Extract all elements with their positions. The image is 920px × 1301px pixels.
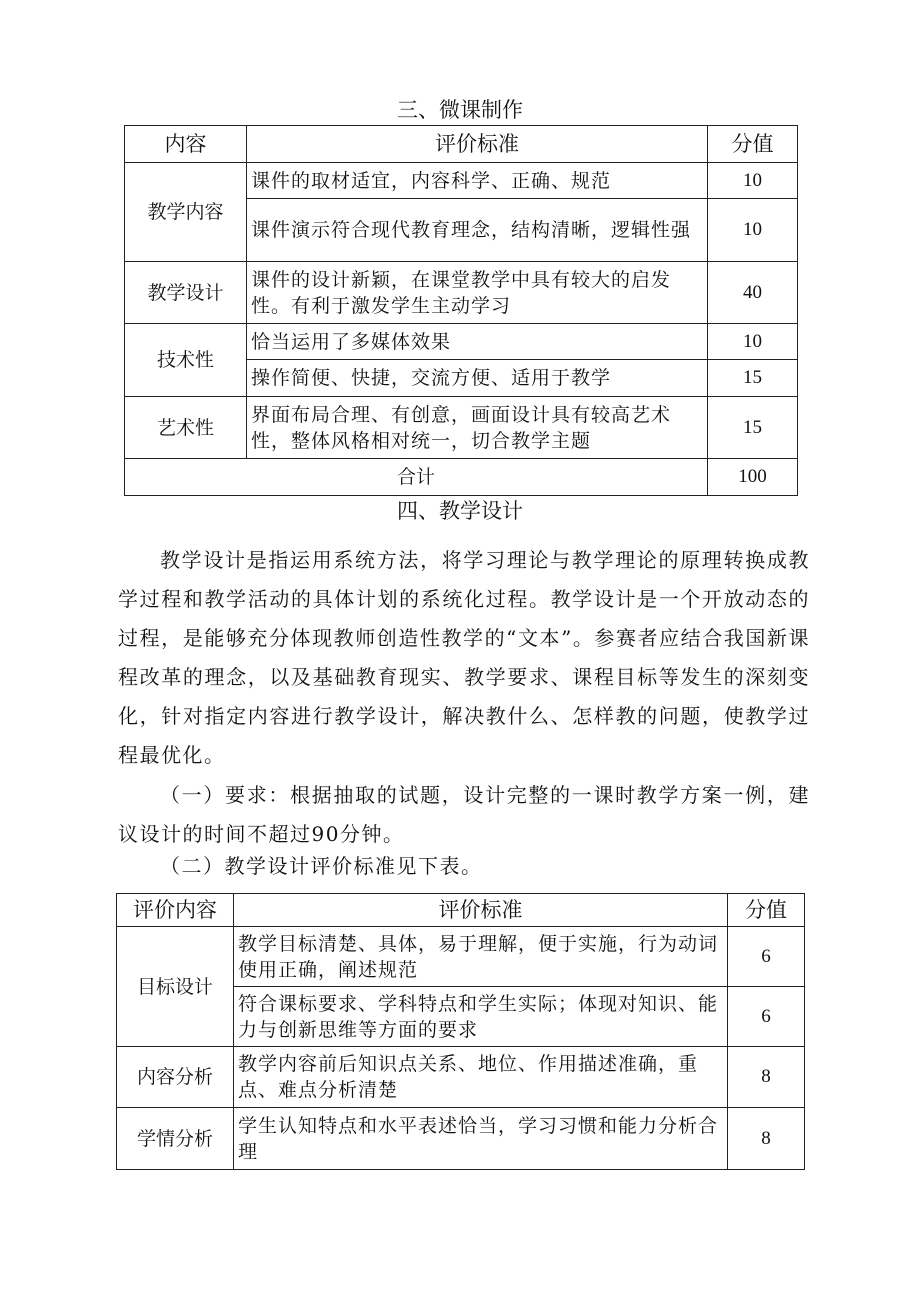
table-header-row	[117, 894, 805, 927]
category-cell: 内容分析	[117, 1047, 234, 1108]
table-row	[117, 927, 805, 987]
category-cell: 目标设计	[117, 927, 234, 1047]
table-row	[125, 324, 798, 360]
score-cell: 10	[708, 199, 798, 262]
table-row	[117, 1108, 805, 1170]
criterion-cell: 界面布局合理、有创意，画面设计具有较高艺术性，整体风格相对统一，切合教学主题	[247, 397, 708, 459]
criterion-cell: 课件的设计新颖，在课堂教学中具有较大的启发性。有利于激发学生主动学习	[247, 262, 708, 324]
score-cell: 6	[728, 987, 805, 1047]
table-row	[125, 163, 798, 199]
criterion-cell: 课件演示符合现代教育理念，结构清晰，逻辑性强	[247, 199, 708, 262]
requirement-paragraph: （一）要求：根据抽取的试题，设计完整的一课时教学方案一例，建议设计的时间不超过90分钟。	[118, 783, 810, 846]
header-criteria: 评价标准	[247, 126, 708, 163]
category-cell: 技术性	[125, 324, 247, 397]
score-cell: 15	[708, 360, 798, 397]
total-score: 100	[708, 459, 798, 496]
category-cell: 学情分析	[117, 1108, 234, 1170]
header-score: 分值	[728, 894, 805, 927]
category-cell: 艺术性	[125, 397, 247, 459]
table-row	[125, 397, 798, 459]
section4-title: 四、教学设计	[397, 499, 523, 523]
criterion-cell: 恰当运用了多媒体效果	[247, 324, 708, 360]
criterion-cell: 操作简便、快捷，交流方便、适用于教学	[247, 360, 708, 397]
total-row	[125, 459, 798, 496]
header-criteria: 评价标准	[234, 894, 728, 927]
criterion-cell: 学生认知特点和水平表述恰当，学习习惯和能力分析合理	[234, 1108, 728, 1170]
table-row	[117, 1047, 805, 1108]
criterion-cell: 课件的取材适宜，内容科学、正确、规范	[247, 163, 708, 199]
score-cell: 15	[708, 397, 798, 459]
score-cell: 8	[728, 1108, 805, 1170]
score-cell: 6	[728, 927, 805, 987]
table-header-row	[125, 126, 798, 163]
header-content: 评价内容	[117, 894, 234, 927]
category-cell: 教学内容	[125, 163, 247, 262]
criteria-note-paragraph: （二）教学设计评价标准见下表。	[160, 854, 483, 878]
intro-paragraph: 教学设计是指运用系统方法，将学习理论与教学理论的原理转换成教学过程和教学活动的具体计划的系统化过程。教学设计是一个开放动态的过程，是能够充分体现教师创造性教学的“文本”。参赛者应结合我国新课程改革的理念，以及基础教育现实、教学要求、课程目标等发生的深刻变化，针对指定内容进行教学设计，解决教什么、怎样教的问题，使教学过程最优化。	[118, 548, 810, 767]
score-cell: 8	[728, 1047, 805, 1108]
score-cell: 10	[708, 324, 798, 360]
teaching-design-table	[116, 893, 805, 1170]
header-score: 分值	[708, 126, 798, 163]
total-label: 合计	[125, 459, 708, 496]
table-row	[125, 262, 798, 324]
header-content: 内容	[125, 126, 247, 163]
criterion-cell: 教学目标清楚、具体，易于理解，便于实施，行为动词使用正确，阐述规范	[234, 927, 728, 987]
section3-title: 三、微课制作	[397, 98, 523, 122]
score-cell: 40	[708, 262, 798, 324]
score-cell: 10	[708, 163, 798, 199]
criterion-cell: 教学内容前后知识点关系、地位、作用描述准确，重点、难点分析清楚	[234, 1047, 728, 1108]
criterion-cell: 符合课标要求、学科特点和学生实际；体现对知识、能力与创新思维等方面的要求	[234, 987, 728, 1047]
micro-course-table	[124, 125, 798, 496]
category-cell: 教学设计	[125, 262, 247, 324]
